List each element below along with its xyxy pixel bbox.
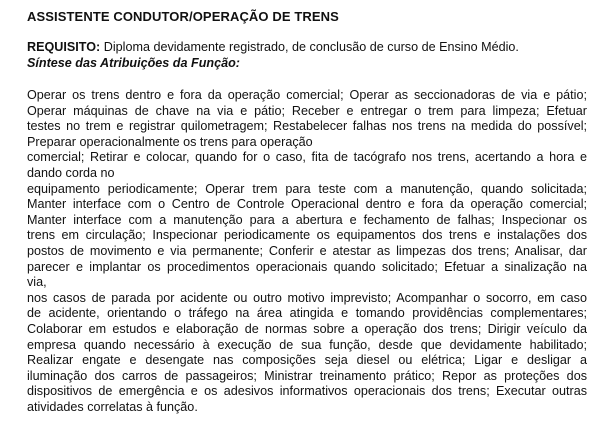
text-line: Manter interface com o Centro de Controle Operacional dentro e fora da operação comercial; <box>27 197 587 212</box>
attributions-text <box>27 88 587 415</box>
text-line: trens em circulação; Inspecionar periodicamente os equipamentos dos trens e instalações dos <box>27 228 587 243</box>
text-line: postos de movimento e via permanente; Conferir e atestar as limpezas dos trens; Analisar, dar <box>27 243 587 258</box>
text-line: testes no trem e registrar quilometragem; Restabelecer falhas nos trens na medida do possível; <box>27 119 587 134</box>
text-line: via, <box>27 275 47 290</box>
text-line: nos casos de parada por acidente ou outro motivo imprevisto; Acompanhar o socorro, em caso <box>27 290 587 305</box>
text-line: dispositivos de emergência e os adesivos informativos operacionais dos trens; Executar outras <box>27 384 587 399</box>
text-line: comercial; Retirar e colocar, quando for o caso, fita de tacógrafo nos trens, acertando a hora e <box>27 150 587 165</box>
synthesis-heading: Síntese das Atribuições da Função: <box>27 56 240 70</box>
requirement-label: REQUISITO: <box>27 40 101 54</box>
requirement-paragraph <box>27 39 587 55</box>
text-line: Operar os trens dentro e fora da operação comercial; Operar as seccionadoras de via e pátio; <box>27 88 587 102</box>
text-line: Realizar engate e desengate nas composições seja diesel ou elétrica; Ligar e desligar a <box>27 353 587 368</box>
text-line: equipamento periodicamente; Operar trem para teste com a manutenção, quando solicitada; <box>27 181 587 196</box>
requirement-text: Diploma devidamente registrado, de conclusão de curso de Ensino Médio. <box>100 40 519 54</box>
page-title: ASSISTENTE CONDUTOR/OPERAÇÃO DE TRENS <box>27 9 339 24</box>
text-line: atividades correlatas à função. <box>27 399 198 414</box>
text-line: empresa quando necessário à execução de sua função, desde que devidamente habilitado; <box>27 337 587 352</box>
text-line: Colaborar em estudos e elaboração de normas sobre a operação dos trens; Dirigir veículo da <box>27 321 587 336</box>
text-line: Preparar operacionalmente os trens para operação <box>27 134 313 149</box>
text-line: iluminação dos carros de passageiros; Ministrar treinamento prático; Repor as proteções dos <box>27 368 587 383</box>
text-line: de acidente, orientando o tráfego na área atingida e tomando providências complementares; <box>27 306 587 321</box>
text-line: parecer e implantar os procedimentos operacionais quando solicitado; Efetuar a sinalização na <box>27 259 587 274</box>
document <box>27 9 587 415</box>
text-line: Operar máquinas de chave na via e pátio; Receber e entregar o trem para limpeza; Efetuar <box>27 103 587 118</box>
text-line: Manter interface com a manutenção para a abertura e fechamento de falhas; Inspecionar os <box>27 212 587 227</box>
text-line: dando corda no <box>27 165 115 180</box>
